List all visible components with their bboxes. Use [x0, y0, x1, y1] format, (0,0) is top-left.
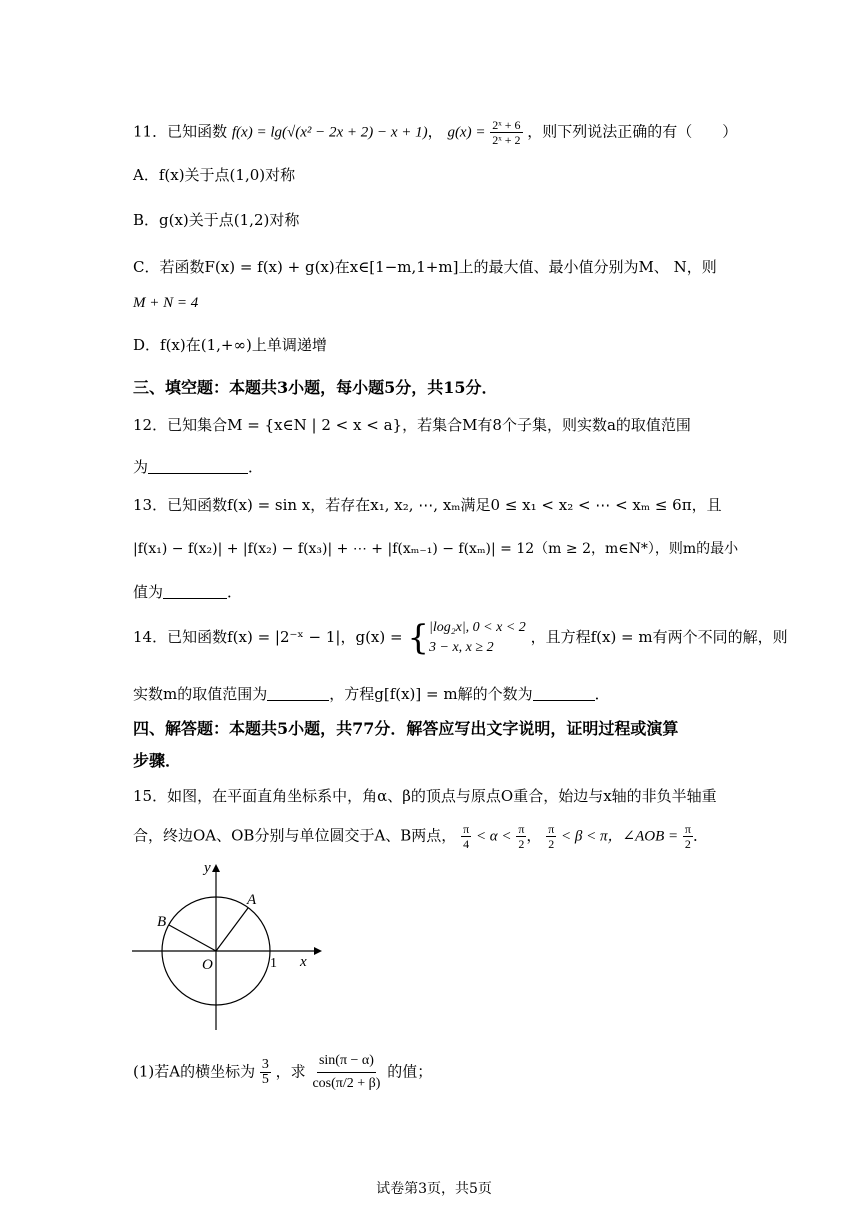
q14-piece-2: 3 − x, x ≥ 2	[429, 640, 494, 655]
q15-line2-prefix: 合，终边OA、OB分别与单位圆交于A、B两点，	[133, 826, 457, 845]
q15-cond1-mid: < α <	[475, 828, 512, 845]
q13-line3	[133, 581, 242, 602]
q13-line1: 13．已知函数f(x) = sin x，若存在x₁, x₂, ⋯, xₘ满足0 ≤ x₁ < x₂ < ⋯ < xₘ ≤ 6π，且	[133, 496, 722, 514]
q15-p1b-frac	[310, 1050, 382, 1095]
q15-cond1b-frac	[516, 822, 526, 851]
q14-piecewise	[429, 618, 526, 658]
q15-cond2-mid: < β < π，∠AOB =	[561, 828, 679, 845]
q11-option-d: D．f(x)在(1,+∞)上单调递增	[133, 336, 327, 354]
x-axis-arrow	[314, 947, 322, 955]
frac-num: π	[518, 822, 525, 836]
q14-line2	[133, 683, 610, 704]
q11-stem: 11．已知函数 f(x) = lg(√(x² − 2x + 2) − x + 1)， g(x) = $\frac{\text{2ˣ + 6}}{\text{2ˣ + 2}}$ ，则下列说法正确的有（ ）	[133, 118, 738, 147]
q14-piece-1: |log₂x|, 0 < x < 2	[429, 620, 526, 635]
frac-den: cos(π/2 + β)	[312, 1076, 381, 1091]
q15-p1-frac	[260, 1058, 271, 1087]
q15-cond3-frac	[683, 822, 693, 851]
ray-oa	[216, 908, 248, 951]
frac-den: 4	[463, 837, 470, 851]
q14-brace: {	[407, 618, 430, 658]
q11-prefix: 11．已知函数	[133, 122, 228, 141]
frac-num: π	[463, 822, 470, 836]
label-one: 1	[270, 956, 277, 971]
frac-den: 5	[261, 1072, 269, 1087]
frac-num: π	[548, 822, 555, 836]
page-footer: 试卷第3页，共5页	[376, 1181, 492, 1197]
q14-prefix: 14．已知函数f(x) = |2⁻ˣ − 1|，g(x) =	[133, 628, 403, 646]
frac-num: π	[684, 822, 691, 836]
y-axis-arrow	[212, 864, 220, 872]
label-x: x	[300, 954, 307, 970]
q11-suffix: ，则下列说法正确的有（ ）	[527, 122, 738, 141]
frac-num: 3	[261, 1057, 269, 1072]
q15-part1-suffix: 的值；	[387, 1062, 433, 1081]
label-b: B	[157, 914, 167, 930]
q12-prefix: 为	[133, 458, 149, 476]
q13-line2: |f(x₁) − f(x₂)| + |f(x₂) − f(x₃)| + ⋯ + |f(xₘ₋₁) − f(xₘ)| = 12（m ≥ 2，m∈N*），则m的最小	[133, 541, 739, 557]
q13-suffix: ．	[227, 583, 243, 601]
q15-cond2-frac	[546, 822, 556, 851]
q14-part-c: ．	[594, 685, 610, 703]
q15-line1: 15．如图，在平面直角坐标系中，角α、β的顶点与原点O重合，始边与x轴的非负半轴重	[133, 787, 717, 805]
frac-den: 2	[684, 837, 691, 851]
section-3-heading: 三、填空题：本题共3小题，每小题5分，共15分．	[133, 378, 498, 397]
q11-g-den: 2ˣ + 2	[492, 133, 521, 147]
q11-option-a: A．f(x)关于点(1,0)对称	[133, 166, 296, 184]
frac-den: 2	[548, 837, 555, 851]
q13-prefix: 值为	[133, 583, 164, 601]
q14-suffix: ，且方程f(x) = m有两个不同的解，则	[530, 628, 788, 646]
q11-g-num: 2ˣ + 6	[492, 118, 521, 132]
label-origin: O	[202, 957, 213, 973]
q14-answer-blank-2[interactable]	[533, 686, 595, 701]
frac-num: sin(π − α)	[317, 1050, 376, 1073]
q15-part1-prefix: (1)若A的横坐标为	[133, 1062, 256, 1081]
section-4-heading-cont: 步骤．	[133, 751, 182, 770]
q14-answer-blank-1[interactable]	[267, 686, 329, 701]
unit-circle-figure	[128, 858, 328, 1038]
q13-answer-blank[interactable]	[163, 584, 227, 599]
q14-part-b: ，方程g[f(x)] = m解的个数为	[329, 685, 533, 703]
q15-cond1-frac	[461, 822, 471, 851]
q12-line2	[133, 456, 263, 477]
q15-line2: 合，终边OA、OB分别与单位圆交于A、B两点， $\frac{\pi}{4}$ < α < $\frac{\pi}{2}$ ， $\frac{\pi}{2}$ < β < π，∠AOB = $\frac{\pi}{2}$ ．	[133, 822, 708, 851]
q11-f-def: f(x) = lg(√(x² − 2x + 2) − x + 1)	[231, 124, 428, 141]
q15-end: ．	[692, 826, 708, 845]
q14-line1	[133, 618, 788, 658]
label-a: A	[247, 892, 257, 908]
ray-ob	[169, 925, 216, 951]
q15-part1	[133, 1050, 432, 1095]
frac-den: 2	[518, 837, 525, 851]
label-y: y	[204, 860, 211, 876]
q11-option-b: B．g(x)关于点(1,2)对称	[133, 211, 300, 229]
q14-part-a: 实数m的取值范围为	[133, 685, 268, 703]
q11-option-c-cont: M + N = 4	[133, 295, 199, 311]
q11-option-c: C．若函数F(x) = f(x) + g(x)在x∈[1−m,1+m]上的最大值、最小值分别为M、 N，则	[133, 258, 717, 276]
q11-g-lhs: g(x) =	[447, 124, 486, 141]
q11-g-fraction	[490, 118, 522, 147]
q12-answer-blank[interactable]	[148, 459, 248, 474]
q12-suffix: ．	[248, 458, 264, 476]
q12-line1: 12．已知集合M = {x∈N | 2 < x < a}，若集合M有8个子集，则实数a的取值范围	[133, 416, 691, 434]
section-4-heading: 四、解答题：本题共5小题，共77分．解答应写出文字说明，证明过程或演算	[133, 719, 679, 738]
q15-part1-mid: ，求	[275, 1062, 306, 1081]
